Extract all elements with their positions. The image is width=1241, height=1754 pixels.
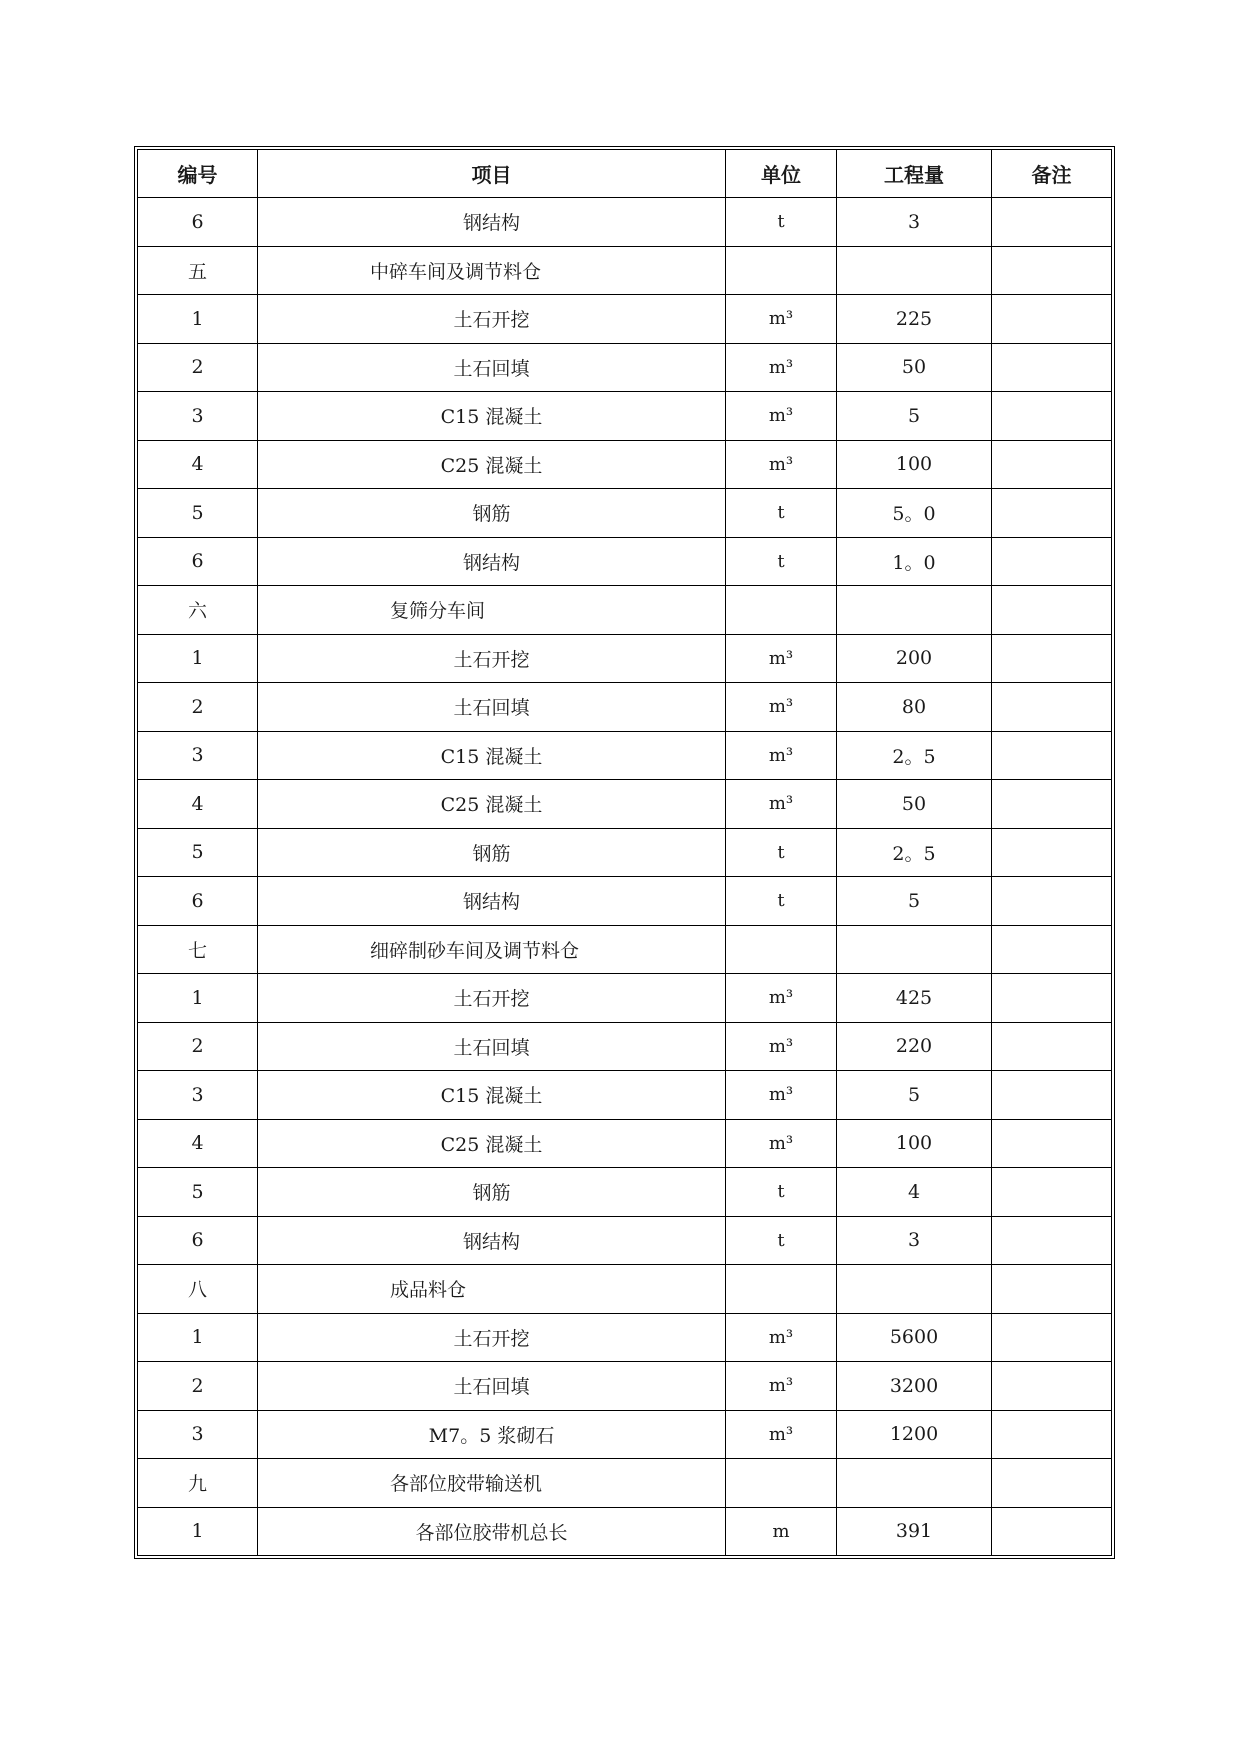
header-unit: 单位 [726, 150, 837, 198]
cell-no: 2 [138, 683, 258, 732]
cell-remark [992, 974, 1112, 1023]
cell-remark [992, 586, 1112, 635]
cell-no: 1 [138, 1507, 258, 1556]
table-row [138, 295, 1112, 344]
cell-no: 1 [138, 1313, 258, 1362]
section-row [138, 925, 1112, 974]
cell-quantity: 220 [837, 1022, 992, 1071]
cell-quantity: 225 [837, 295, 992, 344]
cell-remark [992, 343, 1112, 392]
cell-quantity: 2。5 [837, 828, 992, 877]
cell-item: 土石回填 [258, 343, 726, 392]
cell-unit: t [726, 877, 837, 926]
cell-unit: m³ [726, 440, 837, 489]
cell-item: C25 混凝土 [258, 1119, 726, 1168]
cell-unit: m³ [726, 1362, 837, 1411]
cell-quantity: 3200 [837, 1362, 992, 1411]
cell-remark [992, 683, 1112, 732]
table-row [138, 634, 1112, 683]
cell-unit: m³ [726, 1313, 837, 1362]
cell-remark [992, 1507, 1112, 1556]
cell-item: 土石回填 [258, 683, 726, 732]
cell-no: 2 [138, 1022, 258, 1071]
cell-remark [992, 1459, 1112, 1508]
cell-quantity: 80 [837, 683, 992, 732]
cell-item: 钢结构 [258, 537, 726, 586]
cell-unit [726, 1459, 837, 1508]
cell-quantity: 200 [837, 634, 992, 683]
cell-item: 土石开挖 [258, 295, 726, 344]
cell-item: 土石回填 [258, 1362, 726, 1411]
cell-no: 八 [138, 1265, 258, 1314]
table-row [138, 198, 1112, 247]
cell-remark [992, 828, 1112, 877]
cell-item: 土石开挖 [258, 1313, 726, 1362]
cell-quantity: 100 [837, 440, 992, 489]
cell-quantity: 1。0 [837, 537, 992, 586]
cell-quantity: 5。0 [837, 489, 992, 538]
cell-unit: m³ [726, 1022, 837, 1071]
table-row [138, 780, 1112, 829]
table-row [138, 1168, 1112, 1217]
table-row [138, 1071, 1112, 1120]
cell-remark [992, 634, 1112, 683]
cell-remark [992, 1119, 1112, 1168]
cell-remark [992, 1071, 1112, 1120]
cell-remark [992, 1362, 1112, 1411]
cell-no: 5 [138, 489, 258, 538]
cell-item: 钢筋 [258, 828, 726, 877]
cell-section-name: 各部位胶带输送机 [258, 1459, 726, 1508]
cell-section-name: 细碎制砂车间及调节料仓 [258, 925, 726, 974]
cell-quantity: 5600 [837, 1313, 992, 1362]
cell-unit: t [726, 489, 837, 538]
section-row [138, 1459, 1112, 1508]
cell-quantity: 5 [837, 877, 992, 926]
cell-unit: m³ [726, 634, 837, 683]
header-quantity: 工程量 [837, 150, 992, 198]
cell-no: 4 [138, 440, 258, 489]
cell-item: C25 混凝土 [258, 440, 726, 489]
cell-quantity: 391 [837, 1507, 992, 1556]
cell-unit [726, 586, 837, 635]
cell-remark [992, 780, 1112, 829]
cell-remark [992, 1022, 1112, 1071]
quantity-table [137, 149, 1112, 1556]
cell-unit: m³ [726, 974, 837, 1023]
table-row [138, 731, 1112, 780]
cell-remark [992, 198, 1112, 247]
cell-item: C15 混凝土 [258, 731, 726, 780]
section-row [138, 586, 1112, 635]
cell-quantity [837, 1459, 992, 1508]
table-header-row [138, 150, 1112, 198]
cell-remark [992, 392, 1112, 441]
table-row [138, 877, 1112, 926]
cell-remark [992, 489, 1112, 538]
section-row [138, 246, 1112, 295]
cell-item: 土石开挖 [258, 974, 726, 1023]
cell-quantity: 1200 [837, 1410, 992, 1459]
cell-item: 钢结构 [258, 198, 726, 247]
cell-quantity: 5 [837, 1071, 992, 1120]
cell-no: 6 [138, 198, 258, 247]
cell-no: 1 [138, 974, 258, 1023]
cell-no: 3 [138, 1071, 258, 1120]
cell-no: 5 [138, 1168, 258, 1217]
cell-unit: t [726, 537, 837, 586]
cell-remark [992, 440, 1112, 489]
cell-item: 钢结构 [258, 1216, 726, 1265]
table-row [138, 1022, 1112, 1071]
table-row [138, 343, 1112, 392]
cell-quantity: 5 [837, 392, 992, 441]
cell-remark [992, 537, 1112, 586]
cell-quantity: 50 [837, 343, 992, 392]
cell-remark [992, 295, 1112, 344]
cell-remark [992, 1410, 1112, 1459]
quantity-table-frame [134, 146, 1115, 1559]
cell-quantity [837, 1265, 992, 1314]
table-row [138, 828, 1112, 877]
table-row [138, 1119, 1112, 1168]
table-row [138, 440, 1112, 489]
header-remark: 备注 [992, 150, 1112, 198]
cell-no: 6 [138, 537, 258, 586]
cell-unit: m³ [726, 1410, 837, 1459]
table-row [138, 489, 1112, 538]
cell-unit: m³ [726, 683, 837, 732]
cell-quantity [837, 925, 992, 974]
table-row [138, 1410, 1112, 1459]
cell-no: 六 [138, 586, 258, 635]
cell-unit: t [726, 1168, 837, 1217]
section-row [138, 1265, 1112, 1314]
table-row [138, 1216, 1112, 1265]
cell-unit: m³ [726, 295, 837, 344]
cell-section-name: 中碎车间及调节料仓 [258, 246, 726, 295]
cell-unit: m³ [726, 731, 837, 780]
cell-no: 1 [138, 295, 258, 344]
cell-no: 3 [138, 1410, 258, 1459]
table-row [138, 1313, 1112, 1362]
cell-item: C25 混凝土 [258, 780, 726, 829]
cell-unit: m³ [726, 1119, 837, 1168]
cell-unit: t [726, 828, 837, 877]
table-row [138, 974, 1112, 1023]
cell-remark [992, 1216, 1112, 1265]
cell-item: 土石回填 [258, 1022, 726, 1071]
cell-remark [992, 925, 1112, 974]
header-item: 项目 [258, 150, 726, 198]
cell-quantity: 425 [837, 974, 992, 1023]
cell-quantity [837, 246, 992, 295]
cell-remark [992, 246, 1112, 295]
cell-unit [726, 925, 837, 974]
cell-no: 3 [138, 392, 258, 441]
cell-section-name: 成品料仓 [258, 1265, 726, 1314]
cell-section-name: 复筛分车间 [258, 586, 726, 635]
cell-quantity: 100 [837, 1119, 992, 1168]
cell-no: 五 [138, 246, 258, 295]
cell-item: 各部位胶带机总长 [258, 1507, 726, 1556]
cell-quantity: 3 [837, 198, 992, 247]
table-row [138, 1362, 1112, 1411]
cell-remark [992, 877, 1112, 926]
table-row [138, 537, 1112, 586]
cell-unit: t [726, 198, 837, 247]
cell-quantity: 3 [837, 1216, 992, 1265]
cell-no: 3 [138, 731, 258, 780]
cell-remark [992, 731, 1112, 780]
cell-unit: m³ [726, 343, 837, 392]
cell-no: 2 [138, 343, 258, 392]
cell-quantity: 50 [837, 780, 992, 829]
cell-unit: t [726, 1216, 837, 1265]
cell-item: 钢筋 [258, 489, 726, 538]
cell-no: 4 [138, 1119, 258, 1168]
cell-item: C15 混凝土 [258, 1071, 726, 1120]
cell-no: 七 [138, 925, 258, 974]
cell-quantity: 4 [837, 1168, 992, 1217]
table-body [138, 198, 1112, 1556]
cell-unit [726, 246, 837, 295]
table-row [138, 392, 1112, 441]
cell-remark [992, 1168, 1112, 1217]
cell-no: 1 [138, 634, 258, 683]
cell-no: 6 [138, 877, 258, 926]
cell-no: 2 [138, 1362, 258, 1411]
table-row [138, 683, 1112, 732]
cell-no: 6 [138, 1216, 258, 1265]
cell-remark [992, 1313, 1112, 1362]
header-no: 编号 [138, 150, 258, 198]
cell-unit: m³ [726, 1071, 837, 1120]
cell-unit: m³ [726, 392, 837, 441]
cell-item: M7。5 浆砌石 [258, 1410, 726, 1459]
cell-quantity: 2。5 [837, 731, 992, 780]
cell-unit [726, 1265, 837, 1314]
cell-no: 5 [138, 828, 258, 877]
cell-item: 钢结构 [258, 877, 726, 926]
cell-remark [992, 1265, 1112, 1314]
cell-no: 4 [138, 780, 258, 829]
cell-unit: m [726, 1507, 837, 1556]
cell-unit: m³ [726, 780, 837, 829]
cell-no: 九 [138, 1459, 258, 1508]
cell-item: 土石开挖 [258, 634, 726, 683]
table-row [138, 1507, 1112, 1556]
cell-item: C15 混凝土 [258, 392, 726, 441]
cell-quantity [837, 586, 992, 635]
cell-item: 钢筋 [258, 1168, 726, 1217]
